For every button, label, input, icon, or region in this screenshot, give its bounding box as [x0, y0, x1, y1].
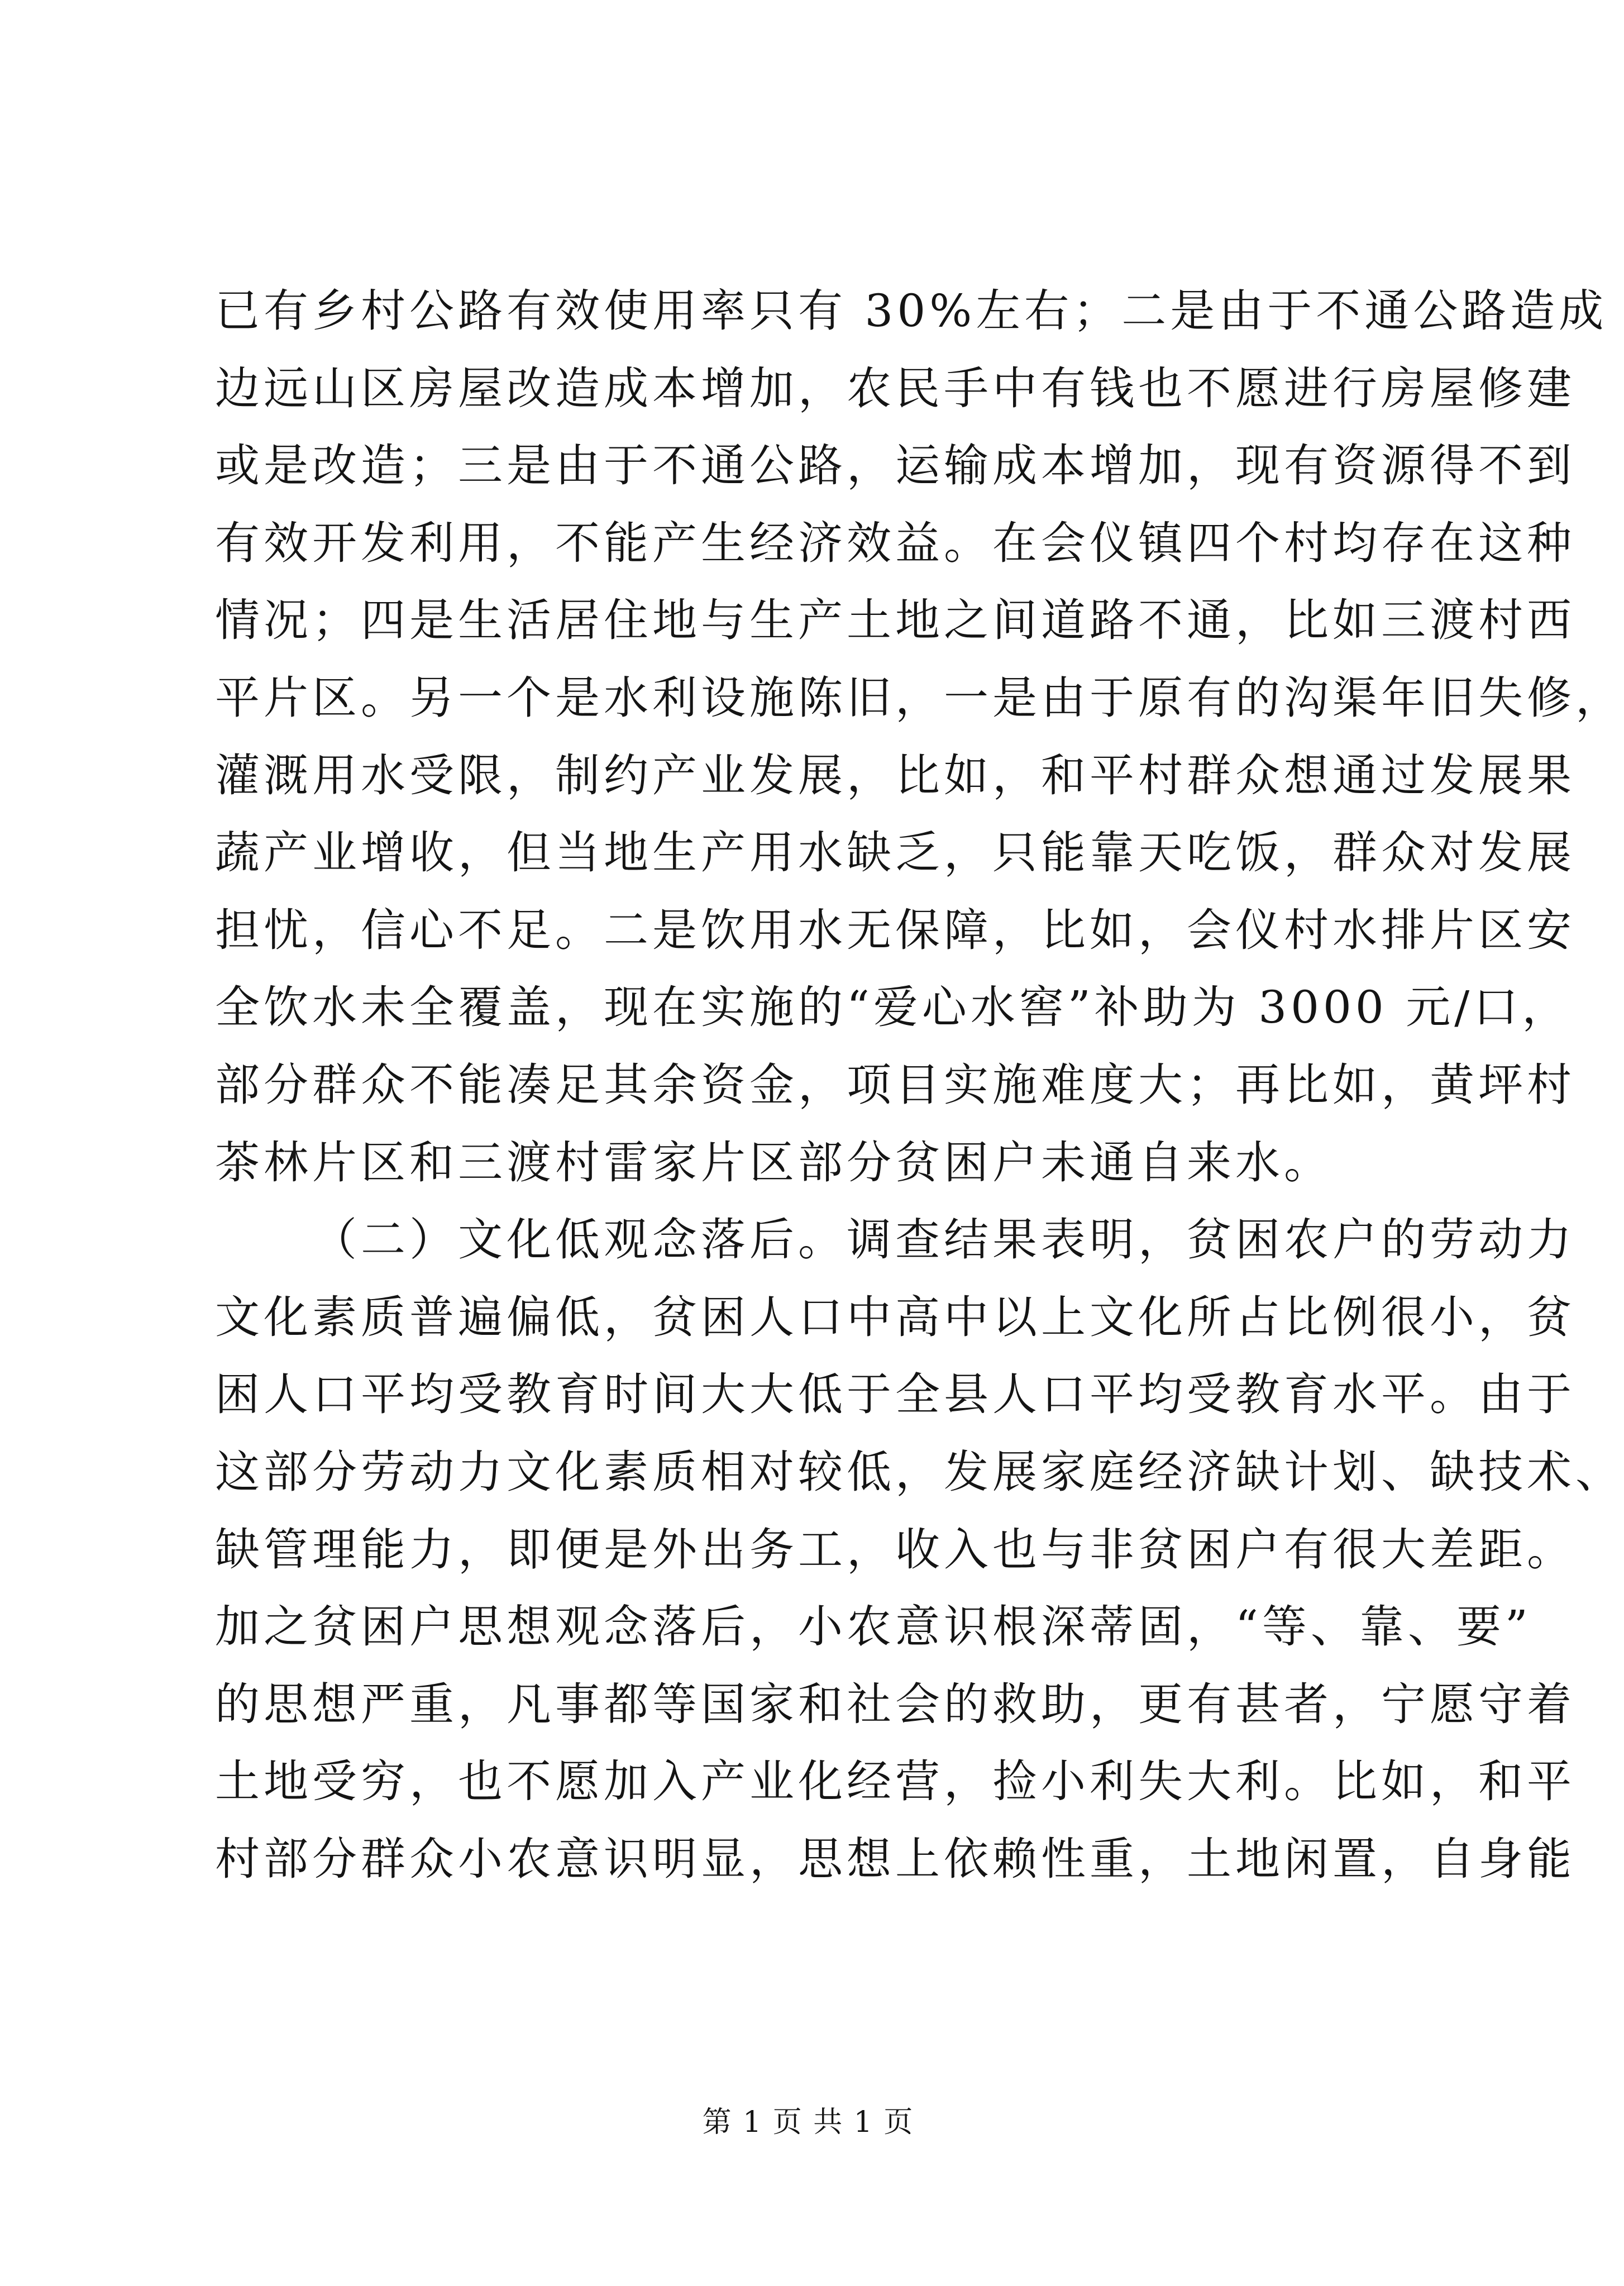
text-line: 全饮水未全覆盖，现在实施的“爱心水窖”补助为 3000 元/口， — [215, 981, 1571, 1034]
text-line: 蔬产业增收，但当地生产用水缺乏，只能靠天吃饭，群众对发展 — [215, 827, 1575, 879]
text-line: 担忧，信心不足。二是饮用水无保障，比如，会仪村水排片区安 — [215, 904, 1575, 956]
text-line-paragraph-start: （二）文化低观念落后。调查结果表明，贫困农户的劳动力 — [312, 1214, 1575, 1266]
text-line: 村部分群众小农意识明显，思想上依赖性重，土地闲置，自身能 — [215, 1832, 1575, 1885]
text-line: 部分群众不能凑足其余资金，项目实施难度大；再比如，黄坪村 — [215, 1058, 1575, 1111]
text-line: 加之贫困户思想观念落后，小农意识根深蒂固，“等、靠、要” — [215, 1601, 1532, 1653]
text-line-paragraph-end: 茶林片区和三渡村雷家片区部分贫困户未通自来水。 — [215, 1136, 1332, 1189]
text-line: 这部分劳动力文化素质相对较低，发展家庭经济缺计划、缺技术、 — [215, 1445, 1624, 1498]
text-line: 平片区。另一个是水利设施陈旧，一是由于原有的沟渠年旧失修， — [215, 671, 1624, 724]
text-line: 缺管理能力，即便是外出务工，收入也与非贫困户有很大差距。 — [215, 1523, 1575, 1576]
text-line: 情况；四是生活居住地与生产土地之间道路不通，比如三渡村西 — [215, 594, 1575, 647]
body-text — [215, 273, 1624, 1898]
text-line: 灌溉用水受限，制约产业发展，比如，和平村群众想通过发展果 — [215, 749, 1575, 801]
text-line: 边远山区房屋改造成本增加，农民手中有钱也不愿进行房屋修建 — [215, 362, 1575, 414]
text-line: 文化素质普遍偏低，贫困人口中高中以上文化所占比例很小，贫 — [215, 1291, 1575, 1343]
text-line: 的思想严重，凡事都等国家和社会的救助，更有甚者，宁愿守着 — [215, 1678, 1575, 1730]
text-line: 土地受穷，也不愿加入产业化经营，捡小利失大利。比如，和平 — [215, 1755, 1575, 1808]
text-line: 已有乡村公路有效使用率只有 30%左右；二是由于不通公路造成 — [215, 285, 1608, 337]
page-footer: 第 1 页 共 1 页 — [702, 2106, 914, 2139]
text-line: 有效开发利用，不能产生经济效益。在会仪镇四个村均存在这种 — [215, 517, 1575, 569]
text-line: 或是改造；三是由于不通公路，运输成本增加，现有资源得不到 — [215, 440, 1575, 492]
text-line: 困人口平均受教育时间大大低于全县人口平均受教育水平。由于 — [215, 1368, 1575, 1421]
